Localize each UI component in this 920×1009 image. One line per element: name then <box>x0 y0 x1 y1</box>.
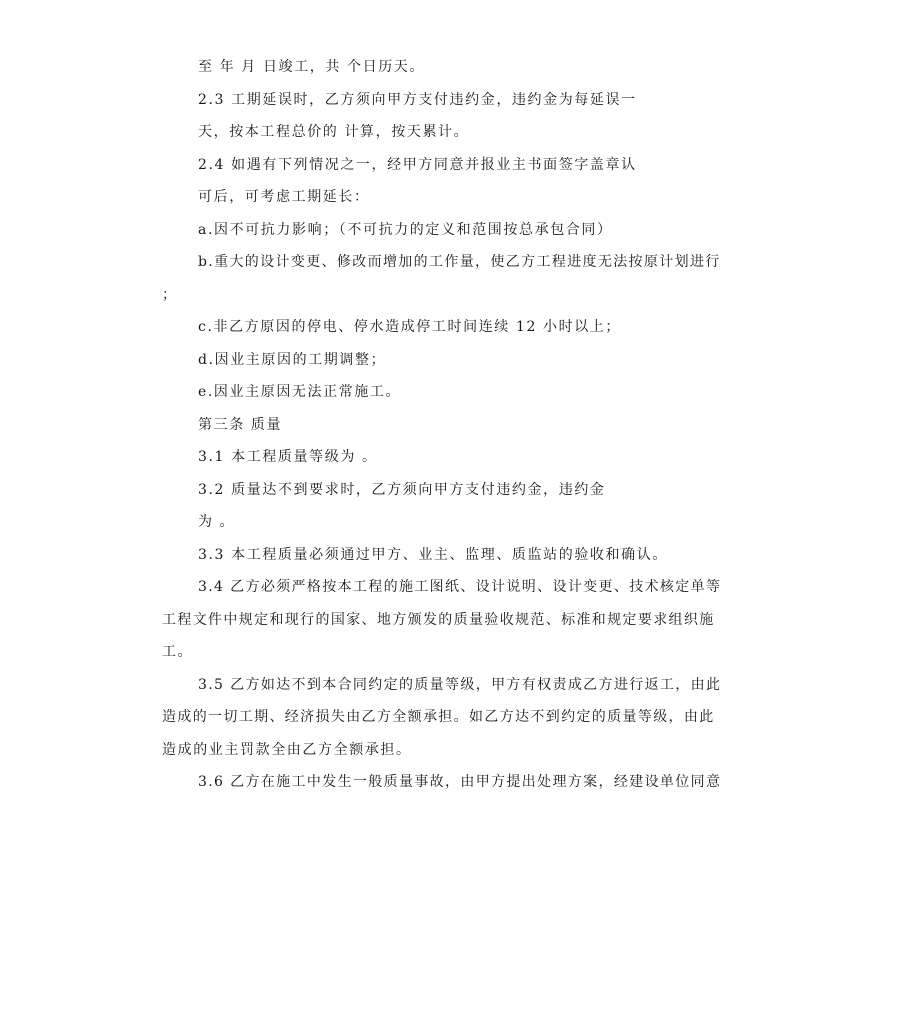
text-line: c.非乙方原因的停电、停水造成停工时间连续 12 小时以上； <box>198 319 622 335</box>
text-line: 3.2 质量达不到要求时，乙方须向甲方支付违约金，违约金 <box>198 482 606 498</box>
text-line: 3.6 乙方在施工中发生一般质量事故，由甲方提出处理方案，经建设单位同意 <box>198 774 722 790</box>
text-line: d.因业主原因的工期调整； <box>198 352 387 368</box>
text-line: 3.3 本工程质量必须通过甲方、业主、监理、质监站的验收和确认。 <box>198 547 668 563</box>
text-line: 造成的一切工期、经济损失由乙方全额承担。如乙方达不到约定的质量等级，由此 <box>162 709 715 725</box>
text-line: 可后，可考虑工期延长： <box>198 189 370 205</box>
text-line: 工程文件中规定和现行的国家、地方颁发的质量验收规范、标准和规定要求组织施 <box>162 612 715 628</box>
text-line: 3.4 乙方必须严格按本工程的施工图纸、设计说明、设计变更、技术核定单等 <box>198 579 722 595</box>
text-line: 至 年 月 日竣工，共 个日历天。 <box>198 59 425 75</box>
text-line: b.重大的设计变更、修改而增加的工作量，使乙方工程进度无法按原计划进行 <box>198 254 721 270</box>
text-line: 造成的业主罚款全由乙方全额承担。 <box>162 742 412 758</box>
text-line: e.因业主原因无法正常施工。 <box>198 384 402 400</box>
text-line: 天，按本工程总价的 计算，按天累计。 <box>198 124 470 140</box>
text-line: 3.5 乙方如达不到本合同约定的质量等级，甲方有权责成乙方进行返工，由此 <box>198 677 722 693</box>
text-line: 2.4 如遇有下列情况之一，经甲方同意并报业主书面签字盖章认 <box>198 157 637 173</box>
text-line: 工。 <box>162 644 194 660</box>
text-line: a.因不可抗力影响；（不可抗力的定义和范围按总承包合同） <box>198 222 613 238</box>
section-heading: 第三条 质量 <box>198 417 283 433</box>
text-line: ； <box>162 287 178 303</box>
text-line: 为 。 <box>198 514 236 530</box>
text-line: 2.3 工期延误时，乙方须向甲方支付违约金，违约金为每延误一 <box>198 92 637 108</box>
text-line: 3.1 本工程质量等级为 。 <box>198 449 378 465</box>
